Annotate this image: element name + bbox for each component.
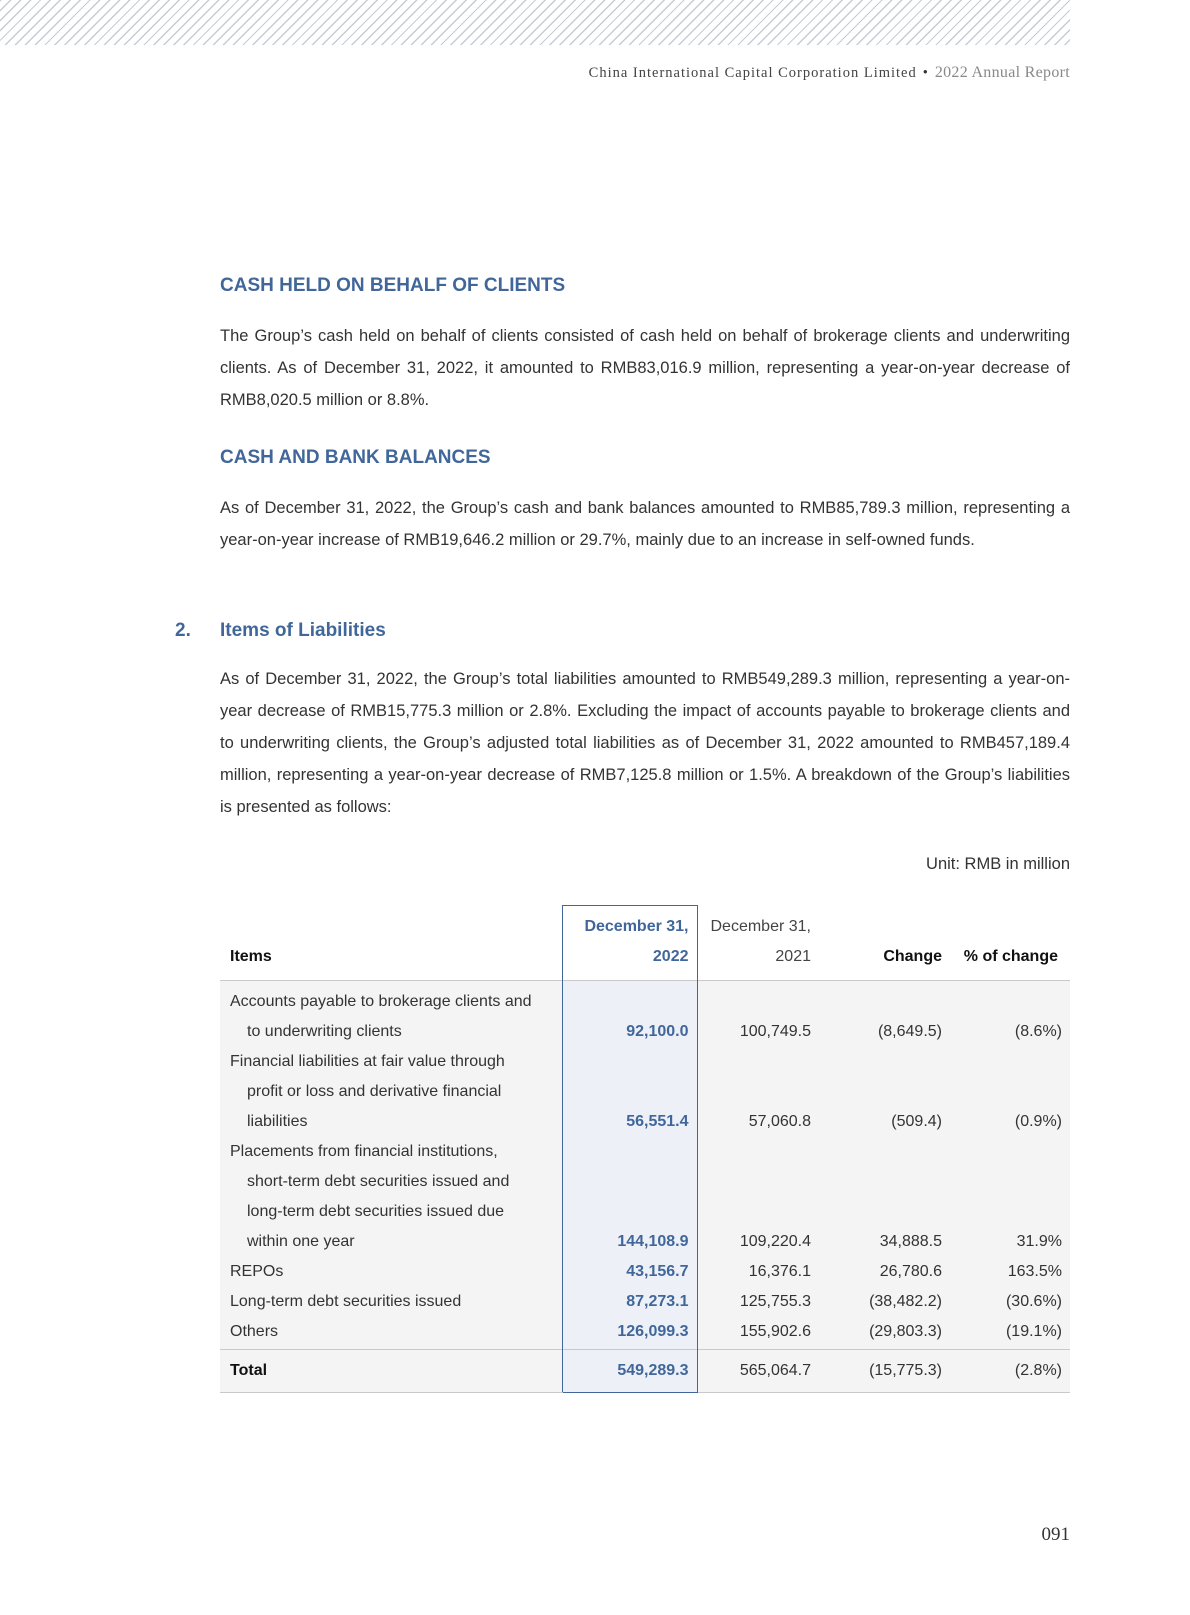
cell-current: 87,273.1 — [562, 1287, 697, 1317]
section-text-cash-clients: The Group’s cash held on behalf of clients consisted of cash held on behalf of brokerage clients and underwriting clients. As of December 31, 2022, it amounted to RMB83,016.9 million, representing a year-on-year decrease of RMB8,020.5 million or 8.8%. — [220, 327, 1070, 409]
row-label: REPOs — [220, 1257, 562, 1287]
table-row — [220, 981, 1070, 1048]
liabilities-table — [220, 905, 1070, 1393]
total-label: Total — [220, 1350, 562, 1393]
row-label: Others — [220, 1317, 562, 1350]
header-pct-change: % of change — [963, 948, 1058, 965]
separator-dot: • — [922, 65, 929, 81]
row-label-line: profit or loss and derivative financial — [247, 1083, 502, 1100]
table-row — [220, 1257, 1070, 1287]
row-label-line: to underwriting clients — [247, 1023, 402, 1040]
row-label — [220, 1137, 562, 1257]
header-current-line1: December 31, — [584, 918, 689, 935]
section-title-cash-bank: CASH AND BANK BALANCES — [220, 447, 491, 468]
row-label-line: Financial liabilities at fair value through — [230, 1053, 505, 1070]
header-prior-year — [697, 906, 819, 981]
row-label-line: short-term debt securities issued and — [247, 1173, 510, 1190]
cell-current: 92,100.0 — [562, 981, 697, 1048]
company-name: China International Capital Corporation Limited — [588, 65, 917, 81]
cell-pct: (8.6%) — [950, 981, 1070, 1048]
row-label: Long-term debt securities issued — [220, 1287, 562, 1317]
running-header — [589, 64, 1070, 82]
section-number: 2. — [175, 620, 191, 641]
row-label-line: long-term debt securities issued due — [247, 1203, 505, 1220]
row-label-line: Accounts payable to brokerage clients and — [230, 993, 532, 1010]
cell-change: (8,649.5) — [819, 981, 950, 1048]
header-current-year — [562, 906, 697, 981]
page-number: 091 — [1041, 1524, 1070, 1545]
row-label — [220, 981, 562, 1048]
total-current: 549,289.3 — [562, 1350, 697, 1393]
cell-pct: 163.5% — [950, 1257, 1070, 1287]
cell-pct: (0.9%) — [950, 1047, 1070, 1137]
unit-label: Unit: RMB in million — [926, 855, 1070, 873]
cell-prior: 155,902.6 — [697, 1317, 819, 1350]
cell-current: 144,108.9 — [562, 1137, 697, 1257]
header-current-line2: 2022 — [652, 948, 689, 965]
section-title-liabilities: Items of Liabilities — [220, 620, 386, 641]
cell-current: 56,551.4 — [562, 1047, 697, 1137]
row-label-line: Placements from financial institutions, — [230, 1143, 498, 1160]
section-text-liabilities: As of December 31, 2022, the Group’s total liabilities amounted to RMB549,289.3 million, representing a year-on-year decrease of RMB15,775.3 million or 2.8%. Excluding the impact of accounts payable to brokerage clients and to underwriting clients, the Group’s adjusted total liabilities as of December 31, 2022 amounted to RMB457,189.4 million, representing a year-on-year decrease of RMB7,125.8 million or 1.5%. A breakdown of the Group’s liabilities is presented as follows: — [220, 670, 1070, 816]
cell-prior: 100,749.5 — [697, 981, 819, 1048]
cell-prior: 57,060.8 — [697, 1047, 819, 1137]
header-change: Change — [883, 948, 942, 965]
report-title: 2022 Annual Report — [934, 64, 1070, 81]
total-change: (15,775.3) — [819, 1350, 950, 1393]
cell-pct: (30.6%) — [950, 1287, 1070, 1317]
section-title-cash-clients: CASH HELD ON BEHALF OF CLIENTS — [220, 275, 566, 296]
total-pct: (2.8%) — [950, 1350, 1070, 1393]
cell-pct: (19.1%) — [950, 1317, 1070, 1350]
cell-pct: 31.9% — [950, 1137, 1070, 1257]
cell-current: 43,156.7 — [562, 1257, 697, 1287]
table-row — [220, 1287, 1070, 1317]
cell-prior: 109,220.4 — [697, 1137, 819, 1257]
cell-change: 34,888.5 — [819, 1137, 950, 1257]
cell-change: (509.4) — [819, 1047, 950, 1137]
cell-prior: 16,376.1 — [697, 1257, 819, 1287]
cell-prior: 125,755.3 — [697, 1287, 819, 1317]
header-prior-line1: December 31, — [710, 918, 811, 935]
row-label-line: within one year — [247, 1233, 355, 1250]
table-row — [220, 1317, 1070, 1350]
table-total-row — [220, 1350, 1070, 1393]
header-items: Items — [230, 948, 272, 965]
total-prior: 565,064.7 — [697, 1350, 819, 1393]
cell-current: 126,099.3 — [562, 1317, 697, 1350]
cell-change: 26,780.6 — [819, 1257, 950, 1287]
row-label-line: liabilities — [247, 1113, 308, 1130]
table-header-row — [220, 906, 1070, 981]
row-label — [220, 1047, 562, 1137]
table-row — [220, 1137, 1070, 1257]
section-text-cash-bank: As of December 31, 2022, the Group’s cash and bank balances amounted to RMB85,789.3 million, representing a year-on-year increase of RMB19,646.2 million or 29.7%, mainly due to an increase in self-owned funds. — [220, 499, 1070, 549]
cell-change: (29,803.3) — [819, 1317, 950, 1350]
cell-change: (38,482.2) — [819, 1287, 950, 1317]
header-prior-line2: 2021 — [775, 948, 811, 965]
table-row — [220, 1047, 1070, 1137]
header-hatch-band — [0, 0, 1070, 45]
